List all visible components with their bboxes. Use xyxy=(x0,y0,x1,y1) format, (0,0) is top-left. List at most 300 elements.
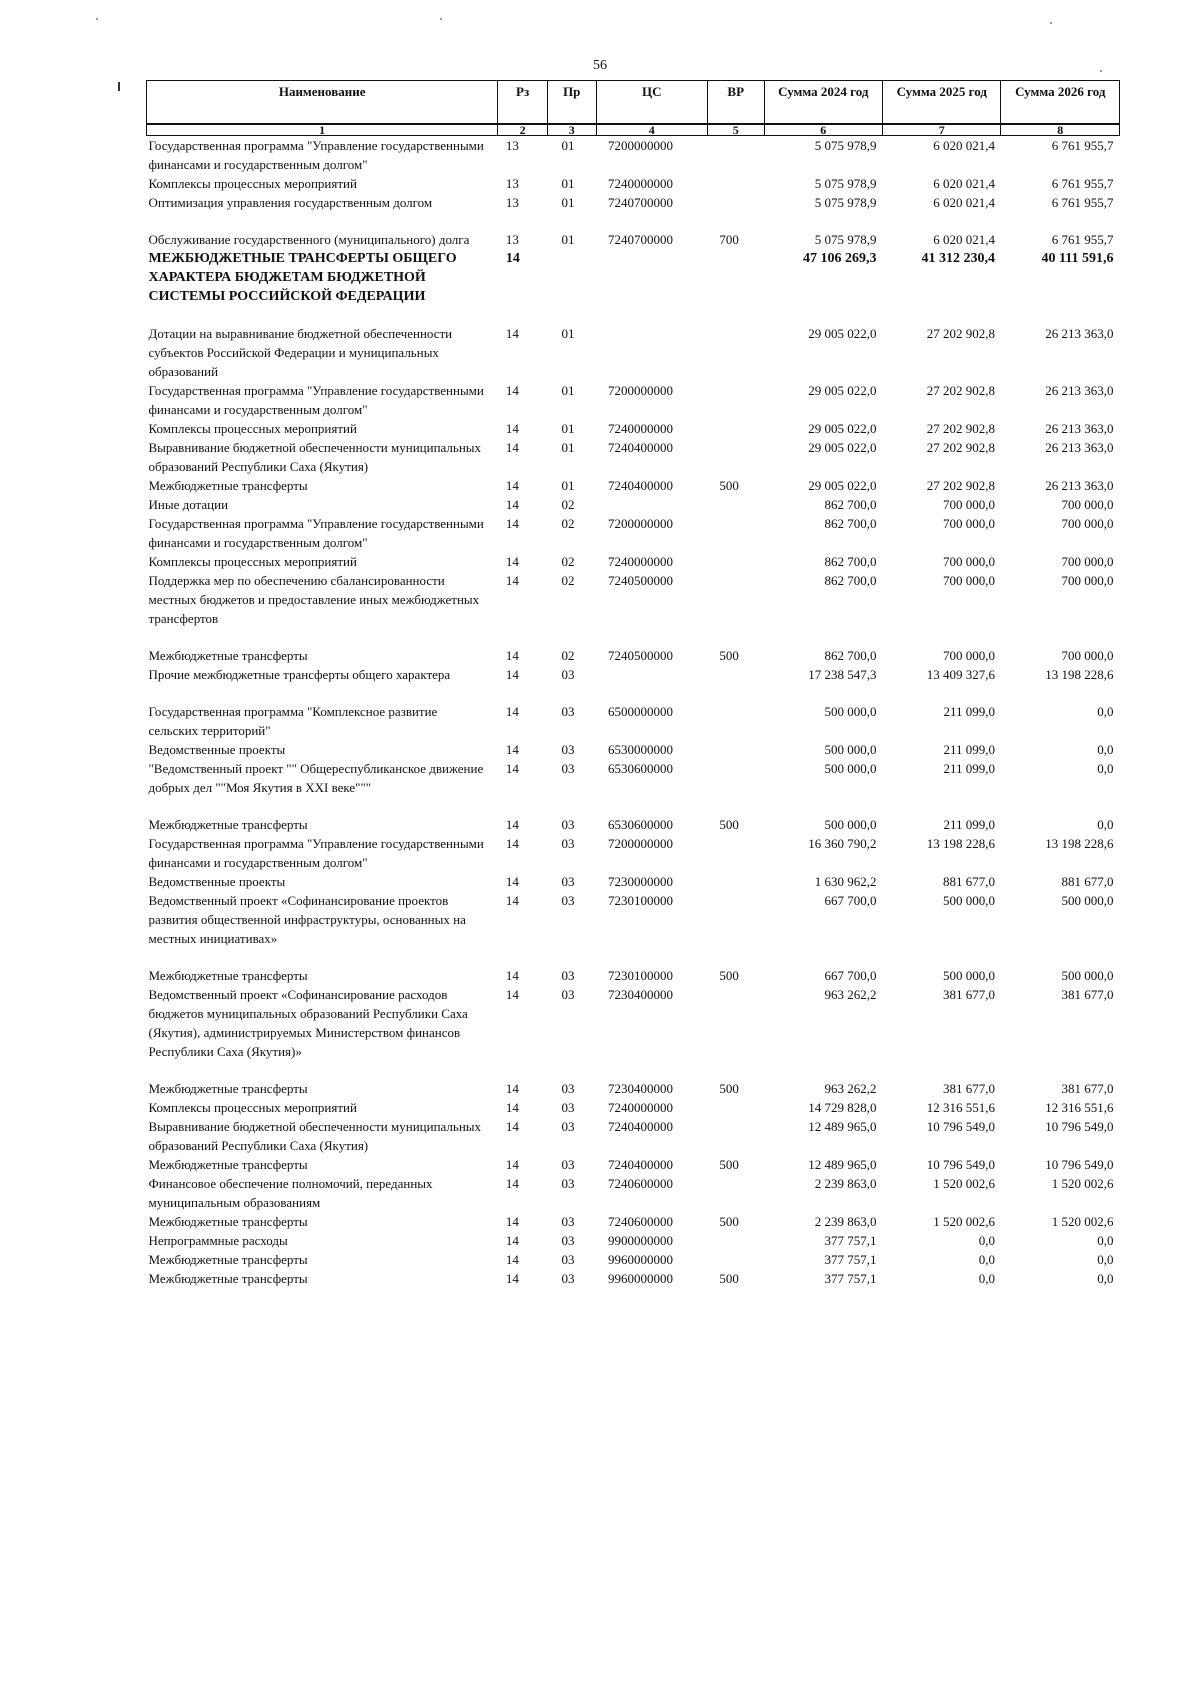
row-cs: 7240000000 xyxy=(608,554,674,569)
row-pr: 03 xyxy=(561,1157,575,1172)
row-rz: 14 xyxy=(505,1081,519,1096)
header-sum-2025: Сумма 2025 год xyxy=(883,81,1001,125)
row-sum-2024: 862 700,0 xyxy=(824,648,877,663)
table-row xyxy=(147,740,1120,759)
row-sum-2024: 862 700,0 xyxy=(824,554,877,569)
row-cs: 7230400000 xyxy=(608,1081,674,1096)
row-vr xyxy=(707,872,764,891)
row-sum-2024: 29 005 022,0 xyxy=(808,421,877,436)
row-vr xyxy=(707,1231,764,1250)
row-vr xyxy=(707,1098,764,1117)
row-name: Межбюджетные трансферты xyxy=(148,1214,308,1229)
row-sum-2024: 2 239 863,0 xyxy=(814,1214,877,1229)
header-vr: ВР xyxy=(707,81,764,125)
row-name: Государственная программа "Управление государственными финансами и государственным долгом" xyxy=(148,383,484,417)
row-sum-2026: 700 000,0 xyxy=(1061,648,1114,663)
row-vr xyxy=(707,514,764,552)
row-name: Выравнивание бюджетной обеспеченности муниципальных образований Республики Саха (Якутия) xyxy=(148,1119,482,1153)
row-pr: 02 xyxy=(561,554,575,569)
table-row xyxy=(147,381,1120,419)
row-vr: 700 xyxy=(719,232,739,247)
row-sum-2025: 0,0 xyxy=(978,1252,995,1267)
row-rz: 13 xyxy=(505,232,519,247)
row-sum-2024: 5 075 978,9 xyxy=(814,138,877,153)
row-sum-2025: 211 099,0 xyxy=(943,704,995,719)
row-sum-2025: 6 020 021,4 xyxy=(933,195,995,210)
row-name: Межбюджетные трансферты xyxy=(148,1252,308,1267)
row-cs xyxy=(596,249,707,306)
row-name: Прочие межбюджетные трансферты общего характера xyxy=(148,667,451,682)
row-cs: 7240700000 xyxy=(608,195,674,210)
row-pr: 03 xyxy=(561,1233,575,1248)
column-number: 8 xyxy=(1001,124,1120,136)
row-sum-2024: 29 005 022,0 xyxy=(808,440,877,455)
row-sum-2024: 377 757,1 xyxy=(824,1233,877,1248)
row-name: Финансовое обеспечение полномочий, переданных муниципальным образованиям xyxy=(148,1176,433,1210)
row-sum-2025: 13 198 228,6 xyxy=(926,836,995,851)
row-sum-2026: 0,0 xyxy=(1097,1252,1114,1267)
row-vr: 500 xyxy=(719,817,739,832)
row-sum-2025: 27 202 902,8 xyxy=(926,440,995,455)
row-rz: 14 xyxy=(505,836,519,851)
row-cs: 7240500000 xyxy=(608,573,674,588)
row-sum-2026: 6 761 955,7 xyxy=(1051,176,1114,191)
row-cs: 6530600000 xyxy=(608,817,674,832)
row-vr xyxy=(707,1174,764,1212)
row-vr xyxy=(707,1117,764,1155)
row-vr xyxy=(707,249,764,306)
row-sum-2024: 29 005 022,0 xyxy=(808,326,877,341)
table-row xyxy=(147,1098,1120,1117)
row-sum-2025: 27 202 902,8 xyxy=(926,421,995,436)
row-rz: 14 xyxy=(505,554,519,569)
column-number: 7 xyxy=(883,124,1001,136)
row-cs: 6500000000 xyxy=(608,704,674,719)
row-cs: 7200000000 xyxy=(608,516,674,531)
table-row xyxy=(147,759,1120,797)
row-name: "Ведомственный проект "" Общереспубликанское движение добрых дел ""Моя Якутия в XXI веке""" xyxy=(148,761,484,795)
row-sum-2026: 0,0 xyxy=(1097,1233,1114,1248)
row-vr xyxy=(707,381,764,419)
row-name: Поддержка мер по обеспечению сбалансированности местных бюджетов и предоставление иных межбюджетных трансфертов xyxy=(148,573,480,626)
row-cs: 7230100000 xyxy=(608,968,674,983)
table-row xyxy=(147,1269,1120,1288)
row-rz: 14 xyxy=(505,742,519,757)
row-pr: 02 xyxy=(561,648,575,663)
row-sum-2025: 1 520 002,6 xyxy=(933,1214,995,1229)
scan-speck xyxy=(96,18,98,20)
row-pr: 02 xyxy=(561,516,575,531)
row-vr xyxy=(707,193,764,212)
row-cs: 7240400000 xyxy=(608,478,674,493)
table-row xyxy=(147,476,1120,495)
row-sum-2026: 0,0 xyxy=(1097,817,1114,832)
row-pr xyxy=(547,249,596,306)
row-name: Ведомственные проекты xyxy=(148,874,286,889)
column-number: 6 xyxy=(764,124,882,136)
row-rz: 14 xyxy=(505,421,519,436)
row-name: Комплексы процессных мероприятий xyxy=(148,1100,357,1115)
row-sum-2024: 12 489 965,0 xyxy=(808,1157,877,1172)
row-cs: 9900000000 xyxy=(608,1233,674,1248)
row-sum-2025: 500 000,0 xyxy=(942,893,995,908)
row-sum-2024: 2 239 863,0 xyxy=(814,1176,877,1191)
row-sum-2024: 862 700,0 xyxy=(824,573,877,588)
column-number: 2 xyxy=(498,124,548,136)
row-sum-2024: 862 700,0 xyxy=(824,497,877,512)
spacer-row xyxy=(147,628,1120,646)
table-row xyxy=(147,193,1120,212)
row-sum-2026: 26 213 363,0 xyxy=(1045,326,1114,341)
row-rz: 14 xyxy=(505,817,519,832)
table-row xyxy=(147,702,1120,740)
row-rz: 14 xyxy=(505,667,519,682)
row-sum-2024: 862 700,0 xyxy=(824,516,877,531)
row-pr: 02 xyxy=(561,573,575,588)
row-name: Обслуживание государственного (муниципального) долга xyxy=(148,232,470,247)
row-sum-2024: 667 700,0 xyxy=(824,893,877,908)
row-cs: 6530000000 xyxy=(608,742,674,757)
spacer-cell xyxy=(147,948,1120,966)
table-row xyxy=(147,665,1120,684)
row-rz: 14 xyxy=(505,573,519,588)
row-sum-2024: 16 360 790,2 xyxy=(808,836,877,851)
row-vr xyxy=(707,136,764,175)
row-sum-2025: 6 020 021,4 xyxy=(933,232,995,247)
row-name: Ведомственный проект «Софинансирование проектов развития общественной инфраструктуры, основанных на местных инициативах» xyxy=(148,893,466,946)
row-cs: 9960000000 xyxy=(608,1252,674,1267)
table-row xyxy=(147,230,1120,249)
row-pr: 01 xyxy=(561,478,575,493)
row-sum-2024: 500 000,0 xyxy=(824,742,877,757)
row-vr: 500 xyxy=(719,648,739,663)
row-pr: 03 xyxy=(561,1081,575,1096)
row-cs: 7200000000 xyxy=(608,383,674,398)
row-vr xyxy=(707,985,764,1061)
row-name: Межбюджетные трансферты xyxy=(148,1271,308,1286)
table-row xyxy=(147,571,1120,628)
row-vr: 500 xyxy=(719,478,739,493)
table-row xyxy=(147,552,1120,571)
row-sum-2024: 47 106 269,3 xyxy=(803,251,877,266)
spacer-row xyxy=(147,306,1120,324)
row-sum-2026: 13 198 228,6 xyxy=(1045,836,1114,851)
row-pr: 01 xyxy=(561,138,575,153)
row-name: Иные дотации xyxy=(148,497,229,512)
row-sum-2026: 881 677,0 xyxy=(1061,874,1114,889)
spacer-cell xyxy=(147,684,1120,702)
row-cs: 7240000000 xyxy=(608,1100,674,1115)
column-number: 4 xyxy=(596,124,707,136)
row-name: Комплексы процессных мероприятий xyxy=(148,554,357,569)
row-sum-2024: 29 005 022,0 xyxy=(808,478,877,493)
row-name: Государственная программа "Управление государственными финансами и государственным долгом" xyxy=(148,516,484,550)
row-sum-2025: 211 099,0 xyxy=(943,742,995,757)
column-number: 5 xyxy=(707,124,764,136)
row-rz: 14 xyxy=(505,478,519,493)
scan-speck xyxy=(1100,70,1102,72)
row-vr xyxy=(707,438,764,476)
row-rz: 14 xyxy=(505,326,519,341)
row-name: Дотации на выравнивание бюджетной обеспеченности субъектов Российской Федерации и муниципальных образований xyxy=(148,326,453,379)
row-name: Ведомственный проект «Софинансирование расходов бюджетов муниципальных образований Республики Саха (Якутия), администрируемых Министерством финансов Республики Саха (Якутия)» xyxy=(148,987,468,1059)
spacer-cell xyxy=(147,628,1120,646)
row-name: Межбюджетные трансферты xyxy=(148,1157,308,1172)
row-cs: 7240500000 xyxy=(608,648,674,663)
row-cs xyxy=(596,324,707,381)
row-sum-2025: 6 020 021,4 xyxy=(933,176,995,191)
scan-speck xyxy=(440,18,442,20)
row-pr: 02 xyxy=(561,497,575,512)
row-rz: 14 xyxy=(505,704,519,719)
table-row xyxy=(147,1155,1120,1174)
row-vr: 500 xyxy=(719,968,739,983)
row-pr: 01 xyxy=(561,232,575,247)
row-sum-2024: 14 729 828,0 xyxy=(808,1100,877,1115)
row-pr: 03 xyxy=(561,1214,575,1229)
header-cs: ЦС xyxy=(596,81,707,125)
table-row xyxy=(147,1250,1120,1269)
row-sum-2025: 211 099,0 xyxy=(943,817,995,832)
row-sum-2026: 500 000,0 xyxy=(1061,968,1114,983)
row-sum-2026: 1 520 002,6 xyxy=(1051,1176,1114,1191)
row-sum-2024: 1 630 962,2 xyxy=(814,874,877,889)
row-vr xyxy=(707,759,764,797)
row-sum-2024: 29 005 022,0 xyxy=(808,383,877,398)
row-rz: 14 xyxy=(505,874,519,889)
row-name: Выравнивание бюджетной обеспеченности муниципальных образований Республики Саха (Якутия) xyxy=(148,440,482,474)
row-sum-2025: 700 000,0 xyxy=(942,497,995,512)
row-rz: 14 xyxy=(505,516,519,531)
row-pr: 03 xyxy=(561,1271,575,1286)
spacer-row xyxy=(147,797,1120,815)
row-name: Межбюджетные трансферты xyxy=(148,478,308,493)
row-sum-2025: 700 000,0 xyxy=(942,573,995,588)
spacer-row xyxy=(147,212,1120,230)
row-sum-2025: 27 202 902,8 xyxy=(926,478,995,493)
row-sum-2026: 26 213 363,0 xyxy=(1045,478,1114,493)
row-rz: 14 xyxy=(505,1214,519,1229)
row-pr: 01 xyxy=(561,421,575,436)
row-vr xyxy=(707,740,764,759)
row-pr: 03 xyxy=(561,817,575,832)
row-sum-2025: 881 677,0 xyxy=(942,874,995,889)
row-sum-2025: 500 000,0 xyxy=(942,968,995,983)
row-name: Комплексы процессных мероприятий xyxy=(148,176,357,191)
row-vr: 500 xyxy=(719,1157,739,1172)
row-cs: 7240000000 xyxy=(608,421,674,436)
table-row xyxy=(147,495,1120,514)
row-sum-2025: 27 202 902,8 xyxy=(926,326,995,341)
row-name: Государственная программа "Комплексное развитие сельских территорий" xyxy=(148,704,438,738)
header-pr: Пр xyxy=(547,81,596,125)
row-sum-2026: 10 796 549,0 xyxy=(1045,1119,1114,1134)
row-sum-2025: 13 409 327,6 xyxy=(926,667,995,682)
table-row xyxy=(147,419,1120,438)
row-cs xyxy=(596,495,707,514)
spacer-cell xyxy=(147,1061,1120,1079)
column-number-row xyxy=(147,124,1120,136)
row-vr xyxy=(707,665,764,684)
header-sum-2024: Сумма 2024 год xyxy=(764,81,882,125)
row-rz: 14 xyxy=(505,497,519,512)
row-rz: 14 xyxy=(505,383,519,398)
row-vr xyxy=(707,552,764,571)
table-row xyxy=(147,815,1120,834)
row-sum-2024: 12 489 965,0 xyxy=(808,1119,877,1134)
row-rz: 14 xyxy=(505,251,520,266)
row-sum-2024: 500 000,0 xyxy=(824,704,877,719)
column-number: 3 xyxy=(547,124,596,136)
row-pr: 03 xyxy=(561,836,575,851)
row-rz: 14 xyxy=(505,893,519,908)
row-rz: 14 xyxy=(505,1100,519,1115)
row-sum-2024: 963 262,2 xyxy=(824,987,877,1002)
row-sum-2026: 700 000,0 xyxy=(1061,573,1114,588)
table-row xyxy=(147,1174,1120,1212)
row-name: Непрограммные расходы xyxy=(148,1233,288,1248)
row-name: Оптимизация управления государственным долгом xyxy=(148,195,433,210)
column-number: 1 xyxy=(147,124,498,136)
row-name: Ведомственные проекты xyxy=(148,742,286,757)
spacer-cell xyxy=(147,212,1120,230)
table-row xyxy=(147,249,1120,306)
row-sum-2026: 26 213 363,0 xyxy=(1045,440,1114,455)
scan-speck xyxy=(1050,22,1052,24)
row-sum-2026: 0,0 xyxy=(1097,742,1114,757)
row-pr: 03 xyxy=(561,874,575,889)
row-sum-2025: 0,0 xyxy=(978,1233,995,1248)
row-pr: 01 xyxy=(561,176,575,191)
row-rz: 13 xyxy=(505,176,519,191)
row-sum-2026: 0,0 xyxy=(1097,761,1114,776)
row-rz: 13 xyxy=(505,138,519,153)
row-cs: 7230000000 xyxy=(608,874,674,889)
row-sum-2026: 6 761 955,7 xyxy=(1051,138,1114,153)
row-cs: 7240700000 xyxy=(608,232,674,247)
row-pr: 01 xyxy=(561,440,575,455)
table-row xyxy=(147,174,1120,193)
row-sum-2026: 0,0 xyxy=(1097,1271,1114,1286)
row-name: МЕЖБЮДЖЕТНЫЕ ТРАНСФЕРТЫ ОБЩЕГО ХАРАКТЕРА БЮДЖЕТАМ БЮДЖЕТНОЙ СИСТЕМЫ РОССИЙСКОЙ ФЕДЕРАЦИИ xyxy=(148,251,457,304)
row-sum-2026: 40 111 591,6 xyxy=(1041,251,1114,266)
spacer-cell xyxy=(147,797,1120,815)
row-sum-2025: 381 677,0 xyxy=(942,987,995,1002)
row-sum-2025: 700 000,0 xyxy=(942,516,995,531)
row-cs: 7240400000 xyxy=(608,440,674,455)
row-rz: 14 xyxy=(505,987,519,1002)
row-vr xyxy=(707,495,764,514)
row-sum-2025: 211 099,0 xyxy=(943,761,995,776)
row-rz: 14 xyxy=(505,1252,519,1267)
row-vr xyxy=(707,174,764,193)
row-sum-2024: 667 700,0 xyxy=(824,968,877,983)
row-vr xyxy=(707,891,764,948)
row-sum-2026: 700 000,0 xyxy=(1061,516,1114,531)
row-rz: 13 xyxy=(505,195,519,210)
row-pr: 03 xyxy=(561,1119,575,1134)
spacer-cell xyxy=(147,306,1120,324)
row-sum-2024: 500 000,0 xyxy=(824,817,877,832)
row-sum-2024: 500 000,0 xyxy=(824,761,877,776)
row-sum-2026: 12 316 551,6 xyxy=(1045,1100,1114,1115)
row-cs: 7240000000 xyxy=(608,176,674,191)
table-row xyxy=(147,1079,1120,1098)
table-row xyxy=(147,872,1120,891)
row-cs: 9960000000 xyxy=(608,1271,674,1286)
header-row xyxy=(147,81,1120,125)
row-sum-2026: 26 213 363,0 xyxy=(1045,421,1114,436)
spacer-row xyxy=(147,684,1120,702)
row-pr: 03 xyxy=(561,667,575,682)
row-sum-2025: 700 000,0 xyxy=(942,554,995,569)
row-pr: 03 xyxy=(561,987,575,1002)
row-sum-2026: 700 000,0 xyxy=(1061,497,1114,512)
row-cs: 7230100000 xyxy=(608,893,674,908)
row-pr: 03 xyxy=(561,1252,575,1267)
row-pr: 03 xyxy=(561,761,575,776)
row-cs: 7240400000 xyxy=(608,1157,674,1172)
row-sum-2024: 5 075 978,9 xyxy=(814,232,877,247)
header-name: Наименование xyxy=(147,81,498,125)
row-sum-2026: 700 000,0 xyxy=(1061,554,1114,569)
table-row xyxy=(147,891,1120,948)
row-sum-2025: 700 000,0 xyxy=(942,648,995,663)
row-vr xyxy=(707,419,764,438)
row-pr: 03 xyxy=(561,742,575,757)
row-pr: 03 xyxy=(561,968,575,983)
table-row xyxy=(147,136,1120,175)
row-sum-2026: 6 761 955,7 xyxy=(1051,232,1114,247)
row-sum-2024: 963 262,2 xyxy=(824,1081,877,1096)
row-name: Государственная программа "Управление государственными финансами и государственным долгом" xyxy=(148,138,484,172)
row-sum-2024: 5 075 978,9 xyxy=(814,195,877,210)
table-row xyxy=(147,1212,1120,1231)
row-name: Межбюджетные трансферты xyxy=(148,817,308,832)
table-row xyxy=(147,985,1120,1061)
row-rz: 14 xyxy=(505,1271,519,1286)
row-sum-2026: 13 198 228,6 xyxy=(1045,667,1114,682)
row-sum-2026: 381 677,0 xyxy=(1061,987,1114,1002)
row-vr xyxy=(707,324,764,381)
table-row xyxy=(147,324,1120,381)
row-name: Межбюджетные трансферты xyxy=(148,968,308,983)
row-sum-2026: 381 677,0 xyxy=(1061,1081,1114,1096)
row-sum-2024: 17 238 547,3 xyxy=(808,667,877,682)
spacer-row xyxy=(147,948,1120,966)
header-sum-2026: Сумма 2026 год xyxy=(1001,81,1120,125)
row-sum-2025: 1 520 002,6 xyxy=(933,1176,995,1191)
row-sum-2025: 10 796 549,0 xyxy=(926,1119,995,1134)
row-sum-2026: 10 796 549,0 xyxy=(1045,1157,1114,1172)
row-cs: 7200000000 xyxy=(608,836,674,851)
row-name: Межбюджетные трансферты xyxy=(148,1081,308,1096)
row-vr xyxy=(707,571,764,628)
row-rz: 14 xyxy=(505,968,519,983)
row-vr: 500 xyxy=(719,1081,739,1096)
row-sum-2025: 12 316 551,6 xyxy=(926,1100,995,1115)
row-vr: 500 xyxy=(719,1214,739,1229)
table-row xyxy=(147,514,1120,552)
row-pr: 03 xyxy=(561,704,575,719)
row-rz: 14 xyxy=(505,440,519,455)
row-sum-2026: 0,0 xyxy=(1097,704,1114,719)
row-sum-2024: 5 075 978,9 xyxy=(814,176,877,191)
row-pr: 01 xyxy=(561,326,575,341)
row-sum-2025: 6 020 021,4 xyxy=(933,138,995,153)
header-rz: Рз xyxy=(498,81,548,125)
row-sum-2026: 500 000,0 xyxy=(1061,893,1114,908)
